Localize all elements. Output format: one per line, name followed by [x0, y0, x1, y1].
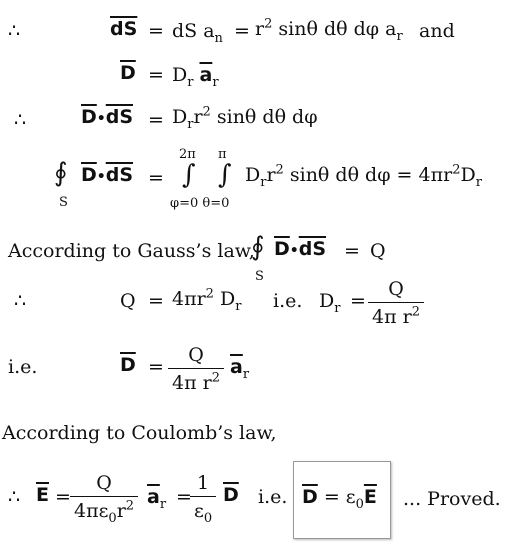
numerator: Q	[388, 278, 404, 300]
gauss-q: Q	[370, 240, 386, 262]
numerator: Q	[188, 344, 204, 366]
line1-eq2: =	[234, 20, 250, 42]
line7-d: $\overline{D}$	[223, 484, 239, 506]
line5-q: Q	[120, 290, 136, 312]
line7-fraction2	[190, 472, 216, 526]
upper-pi: π	[218, 147, 227, 162]
line7-e: $\overline{E}$	[36, 484, 49, 506]
numerator: 1	[197, 472, 210, 494]
gauss-s: S	[255, 269, 264, 284]
line7-fraction	[70, 472, 138, 526]
line2-eq: =	[148, 64, 164, 86]
line3-eq: =	[148, 109, 164, 131]
integral-1: ∫	[182, 160, 196, 190]
line5-fraction	[368, 278, 424, 328]
line5-rhs: $4\pi r^2$ $D_r$	[172, 286, 242, 314]
line4-rhs: $D_rr^2$ sinθ dθ $d\varphi = 4\pi r^2D_r$	[245, 162, 482, 190]
line1-lhs	[110, 20, 137, 39]
a-vec: $\overline{a}$	[199, 64, 213, 86]
line5-eq: =	[148, 290, 164, 312]
sub-n: n	[214, 30, 223, 46]
line7-ie: i.e.	[258, 486, 288, 508]
surface-s: S	[59, 195, 68, 210]
therefore-4: ∴	[8, 486, 21, 508]
r: r	[255, 18, 265, 40]
line7-a: $\overline{a}_r$	[147, 486, 167, 512]
coulomb-text: According to Coulomb’s law,	[2, 422, 277, 444]
sub-r2: r	[212, 74, 219, 90]
sub-r: r	[396, 28, 403, 44]
line4-eq: =	[148, 167, 164, 189]
gauss-text: According to Gauss’s law,	[8, 240, 255, 262]
line5-eq2: =	[350, 290, 366, 312]
sub-r: r	[187, 74, 194, 90]
lower-limits: φ=0 θ=0	[170, 196, 230, 211]
d-vector: $\overline{D}$	[120, 62, 136, 84]
sup-2: 2	[264, 16, 273, 32]
contour-integral: ∮	[54, 158, 68, 188]
denominator: $4\pi\varepsilon_0r^2$	[70, 496, 138, 522]
line2-lhs	[120, 64, 136, 83]
therefore-3: ∴	[14, 290, 27, 312]
gauss-integrand: $\overline{D}•\overline{dS}$	[274, 238, 327, 260]
denominator: 4π $r^2$	[168, 368, 224, 394]
line3-rhs: $D_rr^2$ sinθ dθ dφ	[172, 104, 318, 132]
line4-lhs: $\overline{D}•\overline{dS}$	[81, 164, 134, 186]
line1-eq: =	[148, 20, 164, 42]
line5-ie: i.e.	[273, 290, 303, 312]
line1-rhs	[255, 16, 403, 44]
therefore-2: ∴	[14, 109, 27, 131]
line7-eq: =	[55, 486, 71, 508]
line3-lhs: $\overline{D}•\overline{dS}$	[81, 106, 134, 128]
gauss-contour-integral: ∮	[251, 232, 265, 262]
line7-eq2: =	[176, 486, 192, 508]
line6-eq: =	[148, 356, 164, 378]
line6-fraction	[168, 344, 224, 394]
ds-an: dS a	[172, 20, 215, 42]
integral-2: ∫	[218, 160, 232, 190]
ds-vector: $\overline{dS}$	[110, 18, 138, 40]
d: D	[172, 64, 188, 86]
denominator: 4π $r^2$	[368, 302, 424, 328]
line1-mid	[172, 20, 223, 46]
line6-lhs: $\overline{D}$	[120, 354, 136, 376]
line6-ie: i.e.	[8, 356, 38, 378]
line2-rhs	[172, 64, 219, 90]
line5-dr: $D_r$	[319, 290, 341, 316]
rhs-text: sinθ dθ dφ a	[272, 18, 397, 40]
numerator: Q	[96, 472, 112, 494]
upper-2pi: 2π	[179, 147, 196, 162]
boxed-result: $\overline{D} = \varepsilon_0\overline{E}$	[302, 486, 377, 512]
and-word: and	[419, 20, 455, 42]
denominator: $\varepsilon_0$	[190, 496, 216, 522]
line6-a: $\overline{a}_r$	[230, 356, 250, 382]
gauss-eq: =	[344, 240, 360, 262]
proved-text: ... Proved.	[403, 488, 501, 510]
therefore-1: ∴	[8, 20, 21, 42]
